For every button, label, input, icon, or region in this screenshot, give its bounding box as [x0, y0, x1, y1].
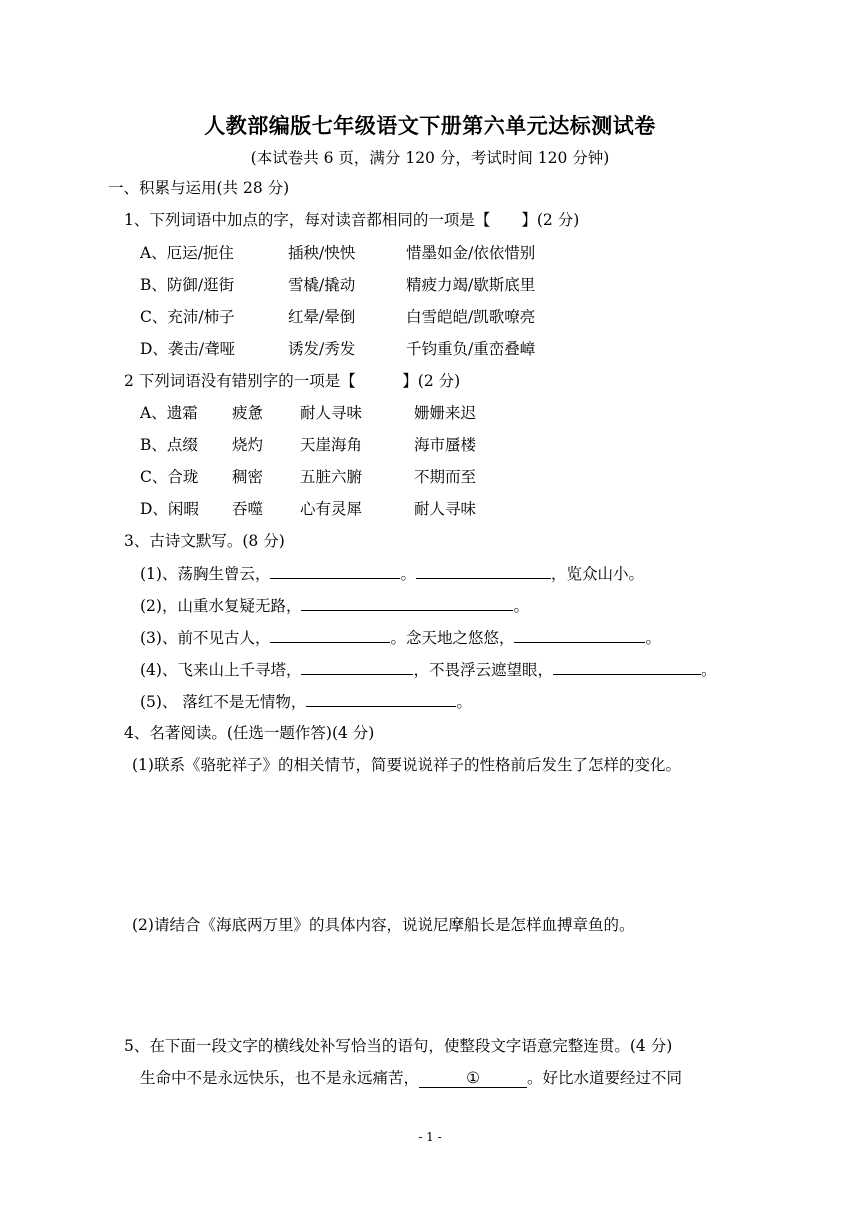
q1-option-c-word3: 白雪皑皑/凯歌嘹亮: [406, 308, 536, 326]
poem-line-4-text-a: (4)、飞来山上千寻塔，: [140, 661, 302, 679]
q2-option-d-word4: 耐人寻味: [414, 500, 477, 518]
question-5-passage: [140, 1068, 682, 1088]
q2-option-a-word4: 姗姗来迟: [414, 404, 477, 422]
q1-option-d: D、袭击/聋哑: [140, 340, 236, 358]
poem-line-4: [140, 659, 717, 680]
q2-option-d-word2: 吞噬: [232, 500, 264, 518]
poem-line-1-text-c: ，览众山小。: [550, 565, 644, 583]
question-1-stem: 1、下列词语中加点的字，每对读音都相同的一项是【 】(2 分): [124, 211, 580, 229]
poem-line-4-text-b: ，不畏浮云遮望眼，: [413, 661, 553, 679]
page-title: 人教部编版七年级语文下册第六单元达标测试卷: [204, 113, 656, 138]
question-4-stem: 4、名著阅读。(任选一题作答)(4 分): [124, 724, 375, 742]
question-4-part-2: (2)请结合《海底两万里》的具体内容，说说尼摩船长是怎样血搏章鱼的。: [132, 916, 635, 934]
q2-option-c-word2: 稠密: [232, 468, 264, 486]
q1-option-d-word2: 诱发/秀发: [288, 340, 356, 358]
question-4-part-1: (1)联系《骆驼祥子》的相关情节，简要说说祥子的性格前后发生了怎样的变化。: [132, 756, 681, 774]
poem-line-2-text-b: 。: [513, 597, 529, 615]
q1-option-b-word2: 雪橇/撬动: [288, 276, 356, 294]
answer-blank[interactable]: [301, 659, 413, 675]
poem-line-1: [140, 563, 644, 584]
page-number: - 1 -: [418, 1130, 442, 1144]
q2-option-c: C、合珑: [140, 468, 199, 486]
section-heading: 一、积累与运用(共 28 分): [108, 179, 290, 197]
poem-line-5-text-a: (5)、 落红不是无情物，: [140, 693, 307, 711]
q1-option-a: A、厄运/扼住: [140, 244, 234, 262]
poem-line-2-text-a: (2)，山重水复疑无路，: [140, 597, 302, 615]
answer-blank[interactable]: [416, 563, 551, 579]
answer-blank[interactable]: [514, 627, 645, 643]
q2-option-c-word3: 五脏六腑: [300, 468, 363, 486]
q2-option-a-word2: 疲惫: [232, 404, 264, 422]
q2-option-a: A、遗霜: [140, 404, 198, 422]
question-3-stem: 3、古诗文默写。(8 分): [124, 532, 285, 550]
question-5-stem: 5、在下面一段文字的横线处补写恰当的语句，使整段文字语意完整连贯。(4 分): [124, 1037, 673, 1055]
q2-option-b-word3: 天崖海角: [300, 436, 363, 454]
answer-blank[interactable]: [270, 627, 390, 643]
q2-option-b-word2: 烧灼: [232, 436, 264, 454]
q2-option-c-word4: 不期而至: [414, 468, 477, 486]
q2-option-a-word3: 耐人寻味: [300, 404, 363, 422]
q2-option-b-word4: 海市蜃楼: [414, 436, 477, 454]
passage-text-b: 。好比水道要经过不同: [527, 1069, 683, 1087]
poem-line-3: [140, 627, 661, 648]
poem-line-5-text-b: 。: [456, 693, 472, 711]
answer-blank-1[interactable]: ①: [419, 1069, 527, 1088]
page-subtitle: (本试卷共 6 页，满分 120 分，考试时间 120 分钟): [250, 149, 610, 167]
passage-text-a: 生命中不是永远快乐，也不是永远痛苦，: [140, 1069, 420, 1087]
poem-line-1-text-b: 。: [400, 565, 416, 583]
q2-option-d: D、闲暇: [140, 500, 199, 518]
q1-option-a-word3: 惜墨如金/依依惜别: [406, 244, 536, 262]
q1-option-b: B、防御/逛街: [140, 276, 235, 294]
poem-line-5: [140, 691, 472, 712]
q1-option-c: C、充沛/柿子: [140, 308, 235, 326]
answer-blank[interactable]: [553, 659, 701, 675]
poem-line-2: [140, 595, 529, 616]
q1-option-a-word2: 插秧/怏怏: [288, 244, 356, 262]
poem-line-3-text-b: 。念天地之悠悠，: [390, 629, 515, 647]
poem-line-3-text-a: (3)、前不见古人，: [140, 629, 271, 647]
poem-line-1-text-a: (1)、荡胸生曾云，: [140, 565, 271, 583]
poem-line-4-text-c: 。: [700, 661, 717, 679]
q2-option-d-word3: 心有灵犀: [300, 500, 363, 518]
answer-blank[interactable]: [306, 691, 456, 707]
q1-option-b-word3: 精疲力竭/歇斯底里: [406, 276, 536, 294]
q1-option-d-word3: 千钧重负/重峦叠嶂: [406, 340, 536, 358]
q2-option-b: B、点缀: [140, 436, 198, 454]
question-2-stem: 2 下列词语没有错别字的一项是【 】(2 分): [124, 372, 461, 390]
q1-option-c-word2: 红晕/晕倒: [288, 308, 356, 326]
poem-line-3-text-c: 。: [645, 629, 661, 647]
answer-blank[interactable]: [270, 563, 400, 579]
answer-blank[interactable]: [301, 595, 513, 611]
